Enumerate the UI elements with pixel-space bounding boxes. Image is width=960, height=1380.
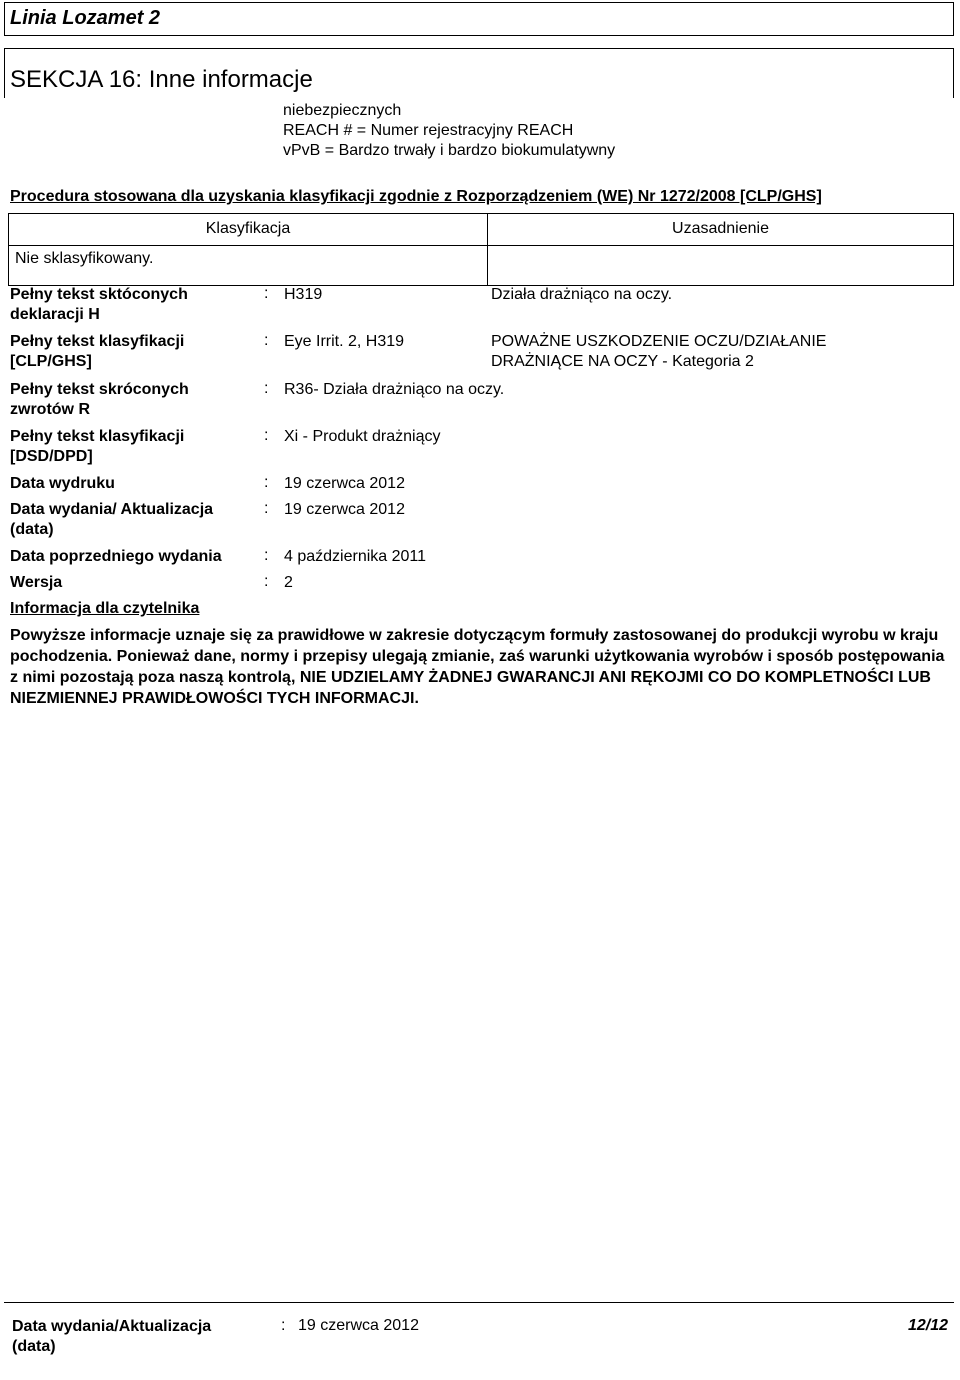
print-date-label: Data wydruku <box>10 475 115 492</box>
classification-table <box>8 213 954 286</box>
section-title: SEKCJA 16: Inne informacje <box>10 66 313 93</box>
previous-issue-label: Data poprzedniego wydania <box>10 548 222 565</box>
reader-info-title: Informacja dla czytelnika <box>10 600 200 617</box>
r-phrases-value: R36- Działa drażniąco na oczy. <box>284 381 505 398</box>
colon: : <box>281 1317 286 1334</box>
clp-desc: POWAŻNE USZKODZENIE OCZU/DZIAŁANIE DRAŻNIĄCE NA OCZY - Kategoria 2 <box>491 333 827 370</box>
colon: : <box>264 547 269 564</box>
dsd-label: Pełny tekst klasyfikacji [DSD/DPD] <box>10 428 185 465</box>
previous-issue-value: 4 października 2011 <box>284 548 427 565</box>
abbreviation-line: REACH # = Numer rejestracyjny REACH <box>283 122 574 139</box>
h-statements-value: H319 <box>284 286 323 303</box>
colon: : <box>264 500 269 517</box>
r-phrases-label: Pełny tekst skróconych zwrotów R <box>10 381 189 418</box>
classification-cell: Nie sklasyfikowany. <box>9 246 488 286</box>
issue-date-value: 19 czerwca 2012 <box>284 501 405 518</box>
h-statements-label: Pełny tekst sktóconych deklaracji H <box>10 286 188 323</box>
abbreviation-line: niebezpiecznych <box>283 102 402 119</box>
footer-issue-label-line: (data) <box>12 1338 56 1355</box>
colon: : <box>264 380 269 397</box>
justification-cell <box>488 246 954 286</box>
h-statements-desc: Działa drażniąco na oczy. <box>491 286 673 303</box>
abbreviation-line: vPvB = Bardzo trwały i bardzo biokumulatywny <box>283 142 616 159</box>
clp-value: Eye Irrit. 2, H319 <box>284 333 405 350</box>
footer-issue-label <box>12 1317 211 1357</box>
footer-date: 19 czerwca 2012 <box>298 1317 419 1334</box>
colon: : <box>264 573 269 590</box>
dsd-value: Xi - Produkt drażniący <box>284 428 441 445</box>
reader-info-text: Powyższe informacje uznaje się za prawidłowe w zakresie dotyczącym formuły zastosowanej do produkcji wyrobu w kraju pochodzenia. Ponieważ dane, normy i przepisy ulegają zmianie, zaś warunki użytkowania wyrobów i sposób postępowania z nimi pozostają poza naszą kontrolą, NIE UDZIELAMY ŻADNEJ GWARANCJI ANI RĘKOJMI CO DO KOMPLETNOŚCI LUB NIEZMIENNEJ PRAWIDŁOWOŚCI TYCH INFORMACJI. <box>10 627 945 707</box>
clp-label: Pełny tekst klasyfikacji [CLP/GHS] <box>10 333 185 370</box>
issue-date-label: Data wydania/ Aktualizacja (data) <box>10 501 214 538</box>
version-value: 2 <box>284 574 293 591</box>
colon: : <box>264 427 269 444</box>
classification-header: Klasyfikacja <box>9 214 488 246</box>
footer-divider <box>4 1302 954 1303</box>
product-name: Linia Lozamet 2 <box>10 7 161 29</box>
justification-header: Uzasadnienie <box>488 214 954 246</box>
footer-issue-label-line: Data wydania/Aktualizacja <box>12 1318 212 1335</box>
colon: : <box>264 285 269 302</box>
procedure-title: Procedura stosowana dla uzyskania klasyfikacji zgodnie z Rozporządzeniem (WE) Nr 1272/2008 [CLP/GHS] <box>10 188 822 205</box>
version-label: Wersja <box>10 574 63 591</box>
colon: : <box>264 474 269 491</box>
colon: : <box>264 332 269 349</box>
page-number: 12/12 <box>907 1317 948 1334</box>
print-date-value: 19 czerwca 2012 <box>284 475 405 492</box>
